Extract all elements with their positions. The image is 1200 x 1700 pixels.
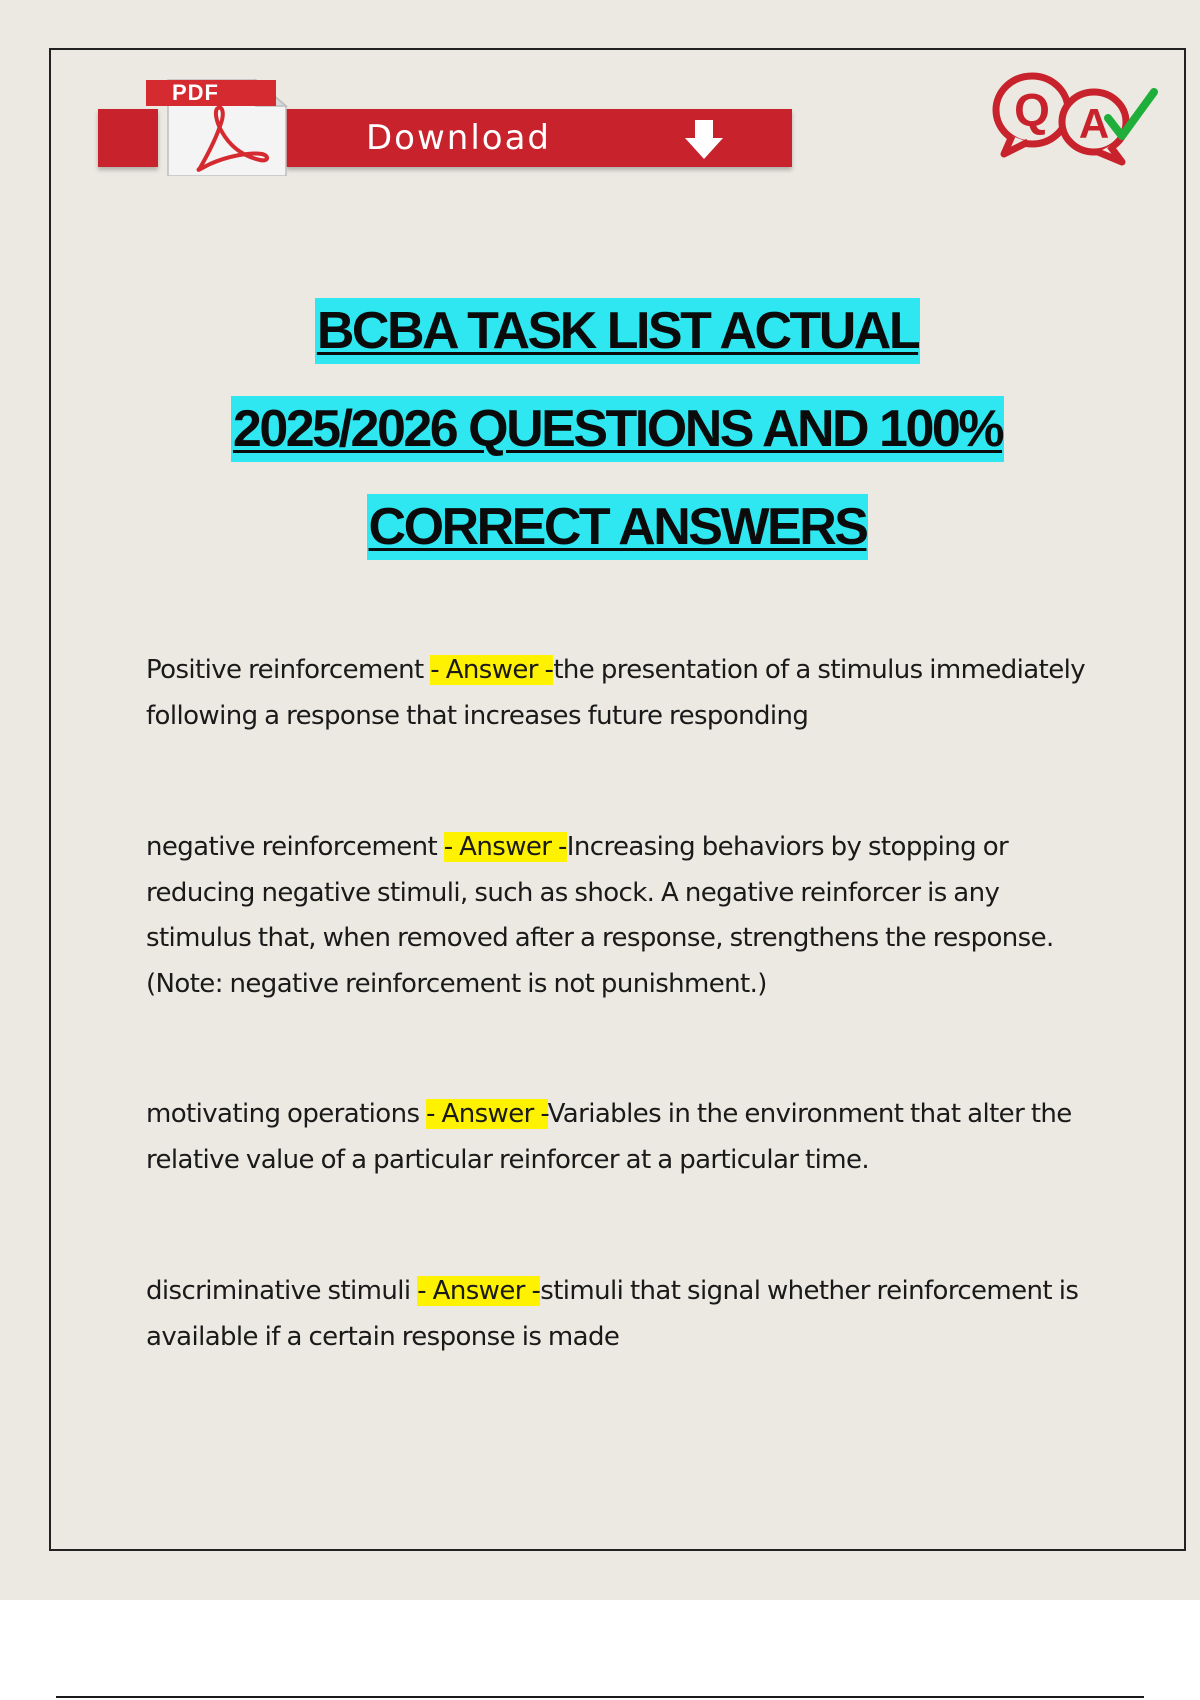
title-line-3: CORRECT ANSWERS (367, 494, 869, 560)
adobe-pdf-icon (138, 76, 288, 176)
definition: Increasing behaviors by stopping or reducing negative stimuli, such as shock. A negative reinforcer is any stimulus that, when removed after a response, strengthens the response. (Note: negative reinforcement is not punishment.) (146, 832, 1054, 999)
answer-tag: - Answer - (443, 832, 567, 862)
pdf-download-banner[interactable] (96, 70, 796, 180)
page-title (60, 282, 1175, 576)
qa-logo (990, 68, 1160, 168)
qa-entry (146, 648, 1106, 739)
answer-tag: - Answer - (430, 655, 554, 685)
answer-tag: - Answer - (417, 1276, 541, 1306)
term: discriminative stimuli (146, 1276, 418, 1306)
qa-entry (146, 825, 1106, 1007)
title-line-1: BCBA TASK LIST ACTUAL (315, 298, 920, 364)
term: motivating operations (146, 1099, 427, 1129)
arrow-down-icon (682, 118, 726, 162)
pdf-tag: PDF (146, 80, 276, 106)
qa-logo-q: Q (1014, 84, 1050, 136)
definition: stimuli that signal whether reinforcement is available if a certain response is made (146, 1276, 1079, 1352)
qa-entry (146, 1269, 1106, 1360)
term: negative reinforcement (146, 832, 444, 862)
term: Positive reinforcement (146, 655, 431, 685)
definition: the presentation of a stimulus immediately following a response that increases future responding (146, 655, 1086, 731)
qa-entry (146, 1092, 1106, 1183)
title-line-2: 2025/2026 QUESTIONS AND 100% (231, 396, 1004, 462)
qa-logo-a: A (1078, 100, 1110, 147)
footer-divider (56, 1696, 1144, 1698)
answer-tag: - Answer - (426, 1099, 548, 1129)
definition: Variables in the environment that alter the relative value of a particular reinforcer at a particular time. (146, 1099, 1072, 1175)
download-label: Download (366, 118, 552, 158)
